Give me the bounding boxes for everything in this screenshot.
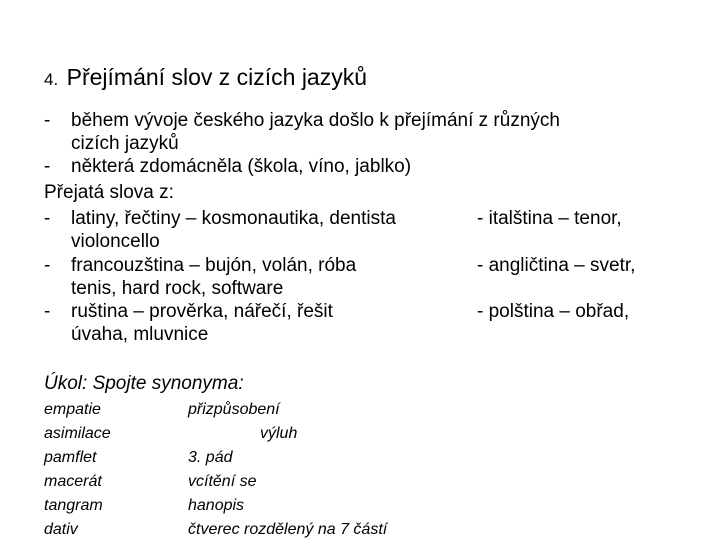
synonym-right-item: vcítění se	[188, 473, 257, 490]
synonym-right-item: přizpůsobení	[188, 401, 280, 418]
bullet-line: během vývoje českého jazyka došlo k přejímání z různých	[71, 110, 560, 131]
synonym-left-item: dativ	[44, 521, 78, 538]
synonym-left-item: empatie	[44, 401, 101, 418]
synonym-right-item: hanopis	[188, 497, 245, 514]
language-line: ruština – prověrka, nářečí, řešit	[71, 301, 333, 322]
title-number: 4.	[44, 70, 59, 89]
language-line-continuation: violoncello	[71, 231, 160, 252]
bullet-dash: -	[44, 255, 51, 276]
synonym-left-item: macerát	[44, 473, 102, 490]
bullet-line: některá zdomácněla (škola, víno, jablko)	[71, 156, 412, 177]
language-line: latiny, řečtiny – kosmonautika, dentista	[71, 208, 396, 229]
synonym-left-item: pamflet	[44, 449, 97, 466]
language-line-continuation: úvaha, mluvnice	[71, 324, 209, 345]
bullet-dash: -	[44, 208, 51, 229]
title-text: Přejímání slov z cizích jazyků	[66, 64, 368, 90]
synonym-left-item: tangram	[44, 497, 103, 514]
slide-title	[44, 64, 367, 91]
language-right-item: - italština – tenor,	[477, 208, 622, 229]
language-right-item: - polština – obřad,	[477, 301, 630, 322]
language-line-continuation: tenis, hard rock, software	[71, 278, 284, 299]
synonym-right-item: čtverec rozdělený na 7 částí	[188, 521, 388, 538]
subheading: Přejatá slova z:	[44, 182, 174, 203]
synonym-left-item: asimilace	[44, 425, 111, 442]
bullet-dash: -	[44, 301, 51, 322]
synonym-right-list	[188, 398, 387, 542]
synonym-right-item: výluh	[260, 425, 298, 442]
language-right-item: - angličtina – svetr,	[477, 255, 636, 276]
bullet-line-continuation: cizích jazyků	[71, 133, 179, 154]
task-title: Úkol: Spojte synonyma:	[44, 373, 244, 394]
bullet-dash: -	[44, 156, 51, 177]
language-line: francouzština – bujón, volán, róba	[71, 255, 357, 276]
bullet-dash: -	[44, 110, 51, 131]
synonym-right-item: 3. pád	[188, 449, 233, 466]
synonym-left-list	[44, 398, 111, 542]
